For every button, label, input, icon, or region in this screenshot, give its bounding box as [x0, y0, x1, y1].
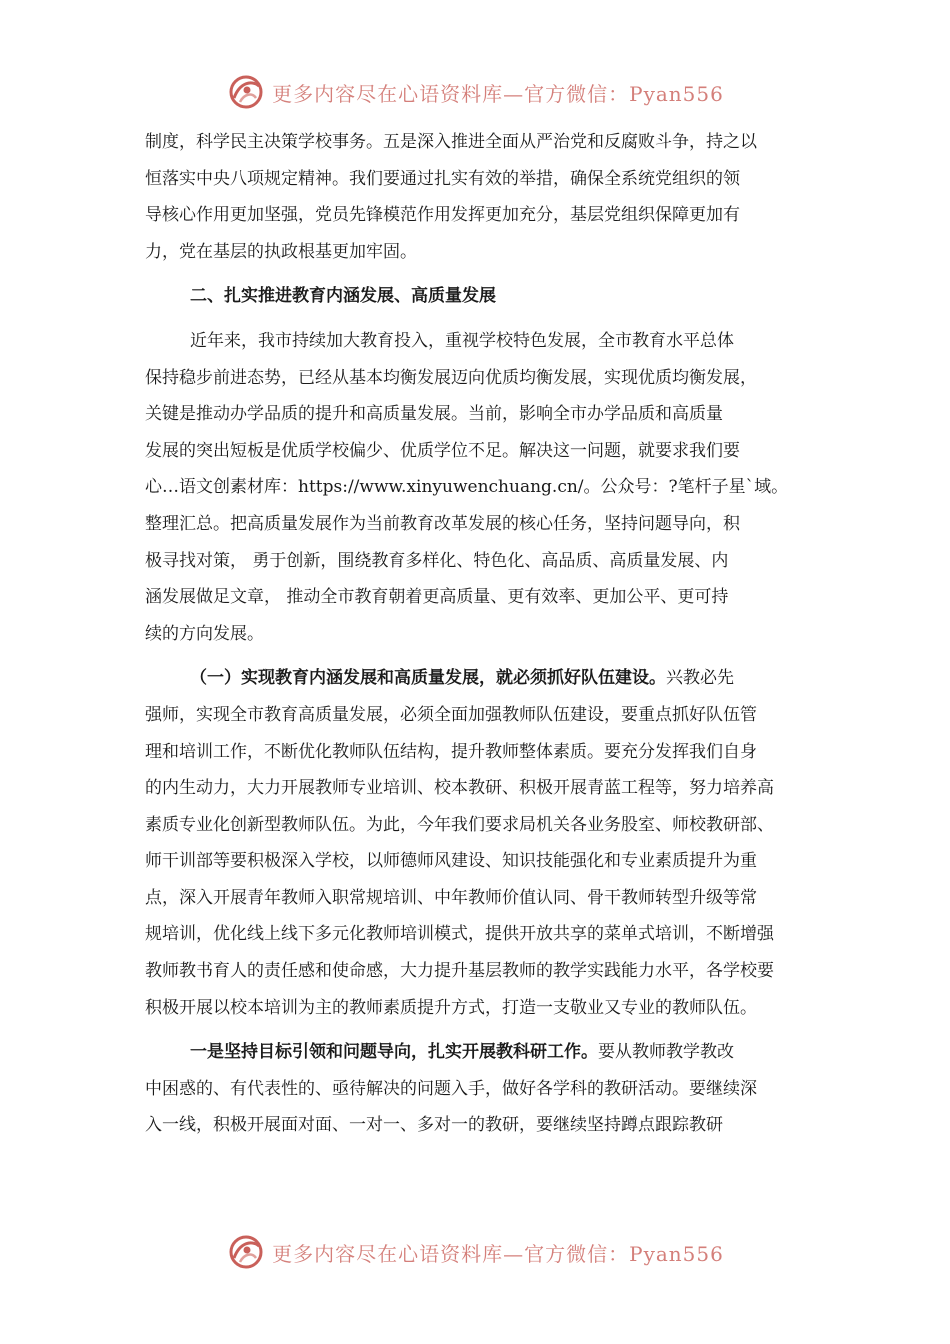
line-text: 规培训，优化线上线下多元化教师培训模式，提供开放共享的菜单式培训，不断增强: [145, 924, 774, 945]
swirl-logo-icon: [226, 1232, 266, 1272]
line-text: 导核心作用更加坚强，党员先锋模范作用发挥更加充分，基层党组织保障更加有: [145, 205, 740, 226]
line-text: 的内生动力，大力开展教师专业培训、校本教研、积极开展青蓝工程等，努力培养高: [145, 778, 774, 799]
line-text: 理和培训工作，不断优化教师队伍结构，提升教师整体素质。要充分发挥我们自身: [145, 741, 757, 762]
text-line: [145, 161, 815, 198]
text-line: [145, 616, 815, 653]
line-text: 中困惑的、有代表性的、亟待解决的问题入手，做好各学科的教研活动。要继续深: [145, 1078, 757, 1099]
text-line: [145, 880, 815, 917]
line-text: 强师，实现全市教育高质量发展，必须全面加强教师队伍建设，要重点抓好队伍管: [145, 704, 757, 725]
banner-text: 更多内容尽在心语资料库—官方微信：Pyan556: [272, 81, 724, 106]
line-text: 整理汇总。把高质量发展作为当前教育改革发展的核心任务，坚持问题导向，积: [145, 513, 740, 534]
line-text: 极寻找对策， 勇于创新，围绕教育多样化、特色化、高品质、高质量发展、内: [145, 550, 729, 571]
line-text: 力，党在基层的执政根基更加牢固。: [145, 241, 417, 262]
text-line: [145, 660, 815, 697]
text-line: [145, 124, 815, 161]
line-text: 续的方向发展。: [145, 623, 264, 644]
text-line: [145, 916, 815, 953]
text-line: [145, 360, 815, 397]
line-text: 点，深入开展青年教师入职常规培训、中年教师价值认同、骨干教师转型升级等常: [145, 887, 757, 908]
bold-lead: 一是坚持目标引领和问题导向，扎实开展教科研工作。: [190, 1042, 599, 1063]
text-line: [145, 197, 815, 234]
line-text: 涵发展做足文章， 推动全市教育朝着更高质量、更有效率、更加公平、更可持: [145, 587, 729, 608]
section-heading: [145, 278, 815, 315]
line-text: 近年来，我市持续加大教育投入，重视学校特色发展，全市教育水平总体: [190, 330, 735, 351]
line-text: 制度，科学民主决策学校事务。五是深入推进全面从严治党和反腐败斗争，持之以: [145, 132, 757, 152]
text-line: [145, 734, 815, 771]
paragraph: [145, 124, 815, 270]
text-line: [145, 807, 815, 844]
line-text: 积极开展以校本培训为主的教师素质提升方式，打造一支敬业又专业的教师队伍。: [145, 997, 757, 1018]
text-line: [145, 1071, 815, 1108]
paragraph: [145, 1034, 815, 1144]
text-line: [145, 770, 815, 807]
document-body: [145, 124, 815, 1144]
line-text: 素质专业化创新型教师队伍。为此，今年我们要求局机关各业务股室、师校教研部、: [145, 814, 774, 835]
text-line: [145, 506, 815, 543]
line-text: 关键是推动办学品质的提升和高质量发展。当前，影响全市办学品质和高质量: [145, 404, 723, 425]
text-line: [145, 843, 815, 880]
line-text: 教师教书育人的责任感和使命感，大力提升基层教师的教学实践能力水平，各学校要: [145, 961, 774, 982]
text-line: [145, 278, 815, 315]
line-text: 入一线，积极开展面对面、一对一、多对一的教研，要继续坚持蹲点跟踪教研: [145, 1115, 723, 1136]
text-line: [145, 323, 815, 360]
text-line: [145, 1034, 815, 1071]
bold-lead: （一）实现教育内涵发展和高质量发展，就必须抓好队伍建设。: [190, 668, 667, 689]
line-text: 恒落实中央八项规定精神。我们要通过扎实有效的举措，确保全系统党组织的领: [145, 168, 740, 189]
paragraph: [145, 660, 815, 1026]
text-line: [145, 396, 815, 433]
text-line: [145, 697, 815, 734]
header-banner: [0, 70, 950, 114]
line-text: 保持稳步前进态势，已经从基本均衡发展迈向优质均衡发展，实现优质均衡发展，: [145, 367, 757, 388]
text-line: [145, 469, 815, 506]
swirl-logo-icon: [226, 72, 266, 112]
text-line: [145, 990, 815, 1027]
text-line: [145, 579, 815, 616]
text-line: [145, 543, 815, 580]
line-text: 二、扎实推进教育内涵发展、高质量发展: [190, 286, 497, 307]
text-line: [145, 234, 815, 271]
text-line: [145, 1107, 815, 1144]
footer-banner: [0, 1230, 950, 1274]
line-text: 要从教师教学教改: [598, 1042, 735, 1063]
line-text: 发展的突出短板是优质学校偏少、优质学位不足。解决这一问题，就要求我们要: [145, 440, 740, 461]
paragraph: [145, 323, 815, 652]
line-text: 师干训部等要积极深入学校，以师德师风建设、知识技能强化和专业素质提升为重: [145, 851, 757, 872]
text-line: [145, 433, 815, 470]
line-text: 兴教必先: [666, 668, 735, 689]
line-text: 心…语文创素材库：https://www.xinyuwenchuang.cn/。公众号：?笔杆子星`域。: [145, 477, 789, 498]
banner-text: 更多内容尽在心语资料库—官方微信：Pyan556: [272, 1241, 724, 1266]
text-line: [145, 953, 815, 990]
